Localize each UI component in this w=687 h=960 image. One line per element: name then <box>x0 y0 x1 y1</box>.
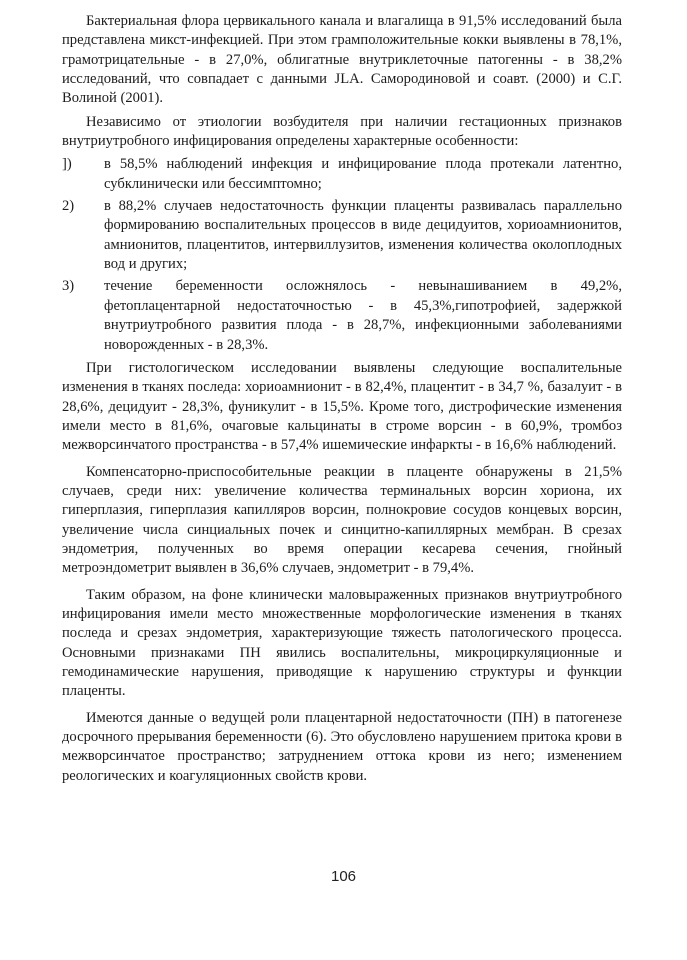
paragraph-compensatory-reactions: Компенсаторно-приспособительные реакции в плаценте обнаружены в 21,5% случаев, среди них: увеличение количества терминальных ворсин хориона, их гиперплазия, гиперплазия капилляров ворсин, полнокровие сосудов концевых ворсин, увеличение числа синциальных почек и синцитно-капиллярных мембран. В срезах эндометрия, полученных во время операции кесарева сечения, гнойный метроэндометрит выявлен в 36,6% случаев, эндометрит - в 79,4%. <box>62 463 622 577</box>
paragraph-microflora: Бактериальная флора цервикального канала и влагалища в 91,5% исследований была представлена микст-инфекцией. При этом грамположительные кокки выявлены в 78,1%, грамотрицательные - в 27,0%, облигатные внутриклеточные патогенны - в 38,2% исследований, что совпадает с данными JLA. Самородиновой и соавт. (2000) и С.Г. Волиной (2001). <box>62 13 622 107</box>
paragraph-histology: При гистологическом исследовании выявлены следующие воспалительные изменения в тканях последа: хориоамнионит - в 82,4%, плацентит - в 34,7 %, базалуит - в 28,6%, децидуит - 28,3%, фуникулит - в 15,5%. Кроме того, дистрофические изменения имели место в 81,6%, очаговые кальцинаты в строме ворсин - в 60,9%, тромбоз межворсинчатого пространства - в 57,4% ишемические инфаркты - в 16,6% наблюдений. <box>62 359 622 454</box>
list-item <box>62 277 622 354</box>
list-item <box>62 155 622 194</box>
features-list <box>62 155 622 354</box>
paragraph-infection-features-intro: Независимо от этиологии возбудителя при наличии гестационных признаков внутриутробного инфицирования определены характерные особенности: <box>62 113 622 150</box>
list-item-text: в 88,2% случаев недостаточность функции плаценты развивалась параллельно формированию воспалительных процессов в виде децидуитов, хориоамнионитов, амнионитов, плацентитов, интервиллузитов, изменения количества околоплодных вод и других; <box>104 198 622 273</box>
page-number: 106 <box>330 868 357 885</box>
list-marker: 2) <box>62 198 75 215</box>
list-item <box>62 197 622 274</box>
list-marker: ]) <box>62 156 72 173</box>
paragraph-conclusion: Таким образом, на фоне клинически маловыраженных признаков внутриутробного инфицирования имели место множественные морфологические изменения в тканях последа и срезах эндометрия, характеризующие тяжесть патологического процесса. Основными признаками ПН явились воспалительны, микроциркуляционные и гемодинамические нарушения, приводящие к нарушению структуры и функции плаценты. <box>62 586 622 700</box>
paragraph-placental-insufficiency: Имеются данные о ведущей роли плацентарной недостаточности (ПН) в патогенезе досрочного прерывания беременности (6). Это обусловлено нарушением притока крови в межворсинчатое пространство; затруднением оттока крови из него; изменением реологических и коагуляционных свойств крови. <box>62 709 622 784</box>
list-item-text: течение беременности осложнялось - невынашиванием в 49,2%, фетоплацентарной недостаточностью - в 45,3%,гипотрофией, задержкой внутриутробного развития плода - в 28,7%, инфекционными заболеваниями новорожденных - в 28,3%. <box>104 278 622 353</box>
list-marker: 3) <box>62 278 75 295</box>
document-page <box>62 12 622 793</box>
list-item-text: в 58,5% наблюдений инфекция и инфицирование плода протекали латентно, субклинически или бессимптомно; <box>104 156 622 192</box>
